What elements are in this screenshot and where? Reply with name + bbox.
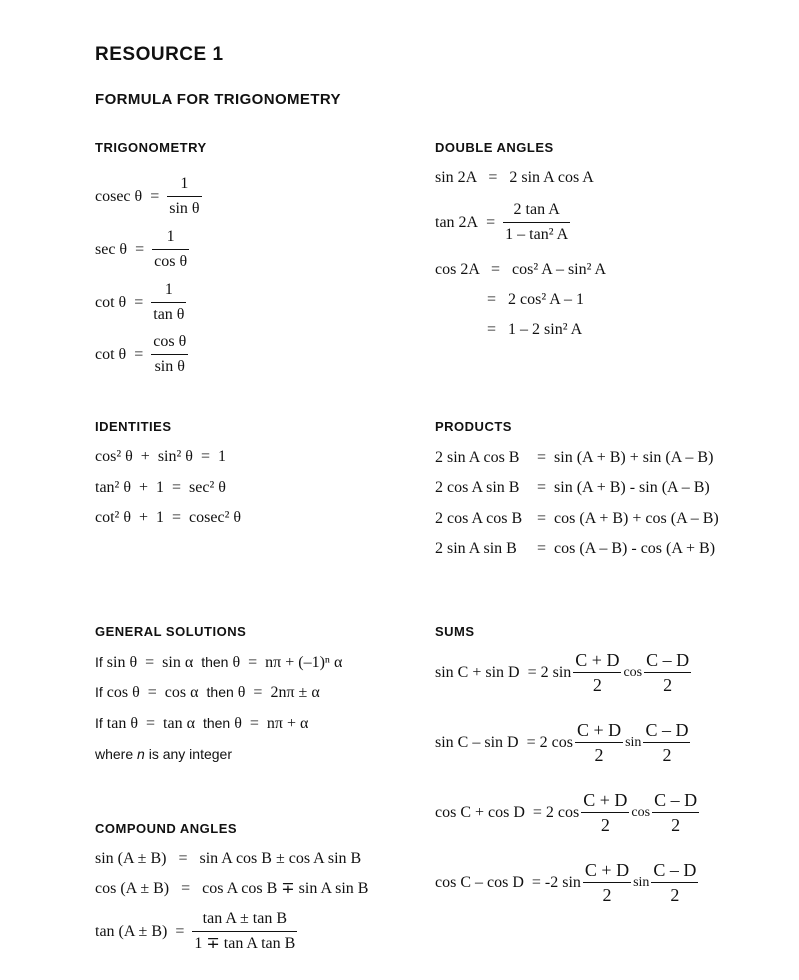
- product-4: [435, 539, 715, 559]
- fraction: [573, 650, 621, 695]
- rhs: cos (A – B) - cos (A + B): [554, 540, 716, 557]
- double-tan2a: [435, 200, 570, 245]
- equals-sign: =: [181, 880, 191, 897]
- fraction: [643, 720, 690, 765]
- product-3: [435, 509, 719, 529]
- fraction-denominator: 2: [600, 815, 610, 835]
- fraction: [581, 790, 629, 835]
- lhs: cos 2A: [435, 261, 479, 278]
- resource-title: RESOURCE 1: [95, 44, 224, 65]
- fraction-denominator: 1 – tan² A: [505, 226, 569, 243]
- lhs: cos (A ± B): [95, 880, 170, 897]
- middle-function: cos: [623, 664, 643, 680]
- lhs: tan 2A: [435, 213, 479, 231]
- fraction-denominator: sin θ: [169, 200, 200, 217]
- fraction: [651, 860, 698, 905]
- sum-formula-3: [435, 790, 699, 835]
- general-solution-sin: [95, 652, 342, 673]
- trig-lhs: cot θ: [95, 345, 127, 363]
- result: θ = nπ + (–1)ⁿ α: [232, 654, 343, 671]
- trig-lhs: cosec θ: [95, 187, 143, 205]
- condition: sin θ = sin α: [106, 654, 194, 671]
- fraction-denominator: 2: [662, 745, 672, 765]
- fraction: [192, 909, 297, 954]
- general-solution-note: [95, 744, 232, 764]
- middle-function: sin: [633, 874, 650, 890]
- trig-formula-cot: [95, 280, 186, 325]
- sum-formula-4: [435, 860, 698, 905]
- equals-sign: =: [135, 240, 145, 258]
- equals-sign: =: [487, 291, 497, 308]
- main-title: FORMULA FOR TRIGONOMETRY: [95, 91, 341, 108]
- if-label: If: [95, 684, 103, 700]
- then-label: then: [202, 715, 231, 731]
- rhs: sin (A + B) - sin (A – B): [554, 479, 710, 496]
- equals-coefficient: = 2 sin: [527, 663, 572, 681]
- result: θ = nπ + α: [234, 715, 309, 732]
- rhs: cos A cos B ∓ sin A sin B: [202, 880, 369, 897]
- fraction-denominator: 2: [592, 675, 602, 695]
- fraction-numerator: 1: [152, 227, 189, 250]
- identity-2: tan² θ + 1 = sec² θ: [95, 479, 226, 496]
- lhs: cos C – cos D: [435, 873, 524, 891]
- if-label: If: [95, 715, 103, 731]
- sum-formula-2: [435, 720, 690, 765]
- fraction-denominator: sin θ: [154, 358, 185, 375]
- equals-sign: =: [491, 261, 501, 278]
- equals-sign: =: [134, 293, 144, 311]
- fraction: [652, 790, 699, 835]
- fraction: [575, 720, 623, 765]
- fraction: [152, 227, 189, 272]
- rhs: cos (A + B) + cos (A – B): [554, 510, 719, 527]
- middle-function: sin: [625, 734, 642, 750]
- lhs: sin (A ± B): [95, 850, 167, 867]
- fraction-denominator: 2: [671, 815, 681, 835]
- trig-formula-sec: [95, 227, 189, 272]
- fraction-numerator: cos θ: [151, 332, 188, 355]
- identity-1: cos² θ + sin² θ = 1: [95, 448, 226, 465]
- lhs: 2 cos A cos B: [435, 510, 523, 527]
- sums-heading: SUMS: [435, 624, 475, 639]
- rhs: 2 sin A cos A: [509, 169, 594, 186]
- condition: tan θ = tan α: [106, 715, 195, 732]
- lhs: sin C – sin D: [435, 733, 519, 751]
- lhs: sin C + sin D: [435, 663, 520, 681]
- equals-coefficient: = 2 cos: [526, 733, 573, 751]
- fraction-numerator: C + D: [575, 720, 623, 743]
- trig-lhs: sec θ: [95, 240, 128, 258]
- fraction: [167, 174, 201, 219]
- double-cos2a: [435, 260, 606, 280]
- equals-sign: =: [134, 345, 144, 363]
- fraction-numerator: C – D: [652, 790, 699, 813]
- fraction-denominator: 2: [594, 745, 604, 765]
- fraction-numerator: C + D: [573, 650, 621, 673]
- if-label: If: [95, 654, 103, 670]
- equals-sign: =: [537, 540, 547, 557]
- rhs: 2 cos² A – 1: [508, 291, 584, 308]
- fraction-numerator: tan A ± tan B: [192, 909, 297, 932]
- compound-sin: [95, 849, 361, 869]
- equals-coefficient: = -2 sin: [531, 873, 581, 891]
- general-solution-tan: [95, 713, 308, 734]
- identities-heading: IDENTITIES: [95, 419, 172, 434]
- fraction-denominator: cos θ: [154, 253, 188, 270]
- compound-tan: [95, 909, 297, 954]
- trigonometry-heading: TRIGONOMETRY: [95, 140, 207, 155]
- equals-sign: =: [537, 479, 547, 496]
- fraction: [503, 200, 570, 245]
- equals-sign: =: [488, 169, 498, 186]
- fraction-denominator: 1 ∓ tan A tan B: [194, 935, 296, 952]
- double-angles-heading: DOUBLE ANGLES: [435, 140, 554, 155]
- rhs: sin (A + B) + sin (A – B): [554, 449, 714, 466]
- equals-sign: =: [178, 850, 188, 867]
- equals-sign: =: [150, 187, 160, 205]
- double-cos2a-alt1: [479, 290, 584, 310]
- fraction: [583, 860, 631, 905]
- lhs: tan (A ± B): [95, 922, 168, 940]
- compound-cos: [95, 879, 368, 899]
- result: θ = 2nπ ± α: [237, 684, 320, 701]
- fraction-numerator: C + D: [581, 790, 629, 813]
- products-heading: PRODUCTS: [435, 419, 512, 434]
- general-solution-cos: [95, 682, 320, 703]
- compound-angles-heading: COMPOUND ANGLES: [95, 821, 238, 836]
- fraction-denominator: 2: [602, 885, 612, 905]
- trig-formula-cot-alt: [95, 332, 188, 377]
- lhs: 2 cos A sin B: [435, 479, 520, 496]
- note-suffix: is any integer: [148, 746, 232, 762]
- then-label: then: [201, 654, 229, 670]
- equals-sign: =: [175, 922, 185, 940]
- fraction-denominator: 2: [670, 885, 680, 905]
- then-label: then: [206, 684, 234, 700]
- fraction-numerator: C + D: [583, 860, 631, 883]
- double-sin2a: [435, 168, 594, 188]
- trig-lhs: cot θ: [95, 293, 127, 311]
- fraction-numerator: 1: [151, 280, 186, 303]
- double-cos2a-alt2: [479, 320, 582, 340]
- fraction: [151, 280, 186, 325]
- note-variable: n: [137, 746, 145, 762]
- equals-sign: =: [537, 510, 547, 527]
- product-1: [435, 448, 713, 468]
- rhs: sin A cos B ± cos A sin B: [199, 850, 362, 867]
- general-solutions-heading: GENERAL SOLUTIONS: [95, 624, 247, 639]
- middle-function: cos: [631, 804, 651, 820]
- fraction-numerator: C – D: [643, 720, 690, 743]
- lhs: sin 2A: [435, 169, 477, 186]
- rhs: cos² A – sin² A: [512, 261, 607, 278]
- fraction: [151, 332, 188, 377]
- fraction-numerator: C – D: [651, 860, 698, 883]
- fraction-numerator: C – D: [644, 650, 691, 673]
- product-2: [435, 478, 710, 498]
- lhs: 2 sin A sin B: [435, 540, 517, 557]
- equals-coefficient: = 2 cos: [532, 803, 580, 821]
- trig-formula-cosec: [95, 174, 202, 219]
- equals-sign: =: [487, 321, 497, 338]
- fraction-denominator: 2: [663, 675, 673, 695]
- fraction-denominator: tan θ: [153, 306, 185, 323]
- lhs: cos C + cos D: [435, 803, 525, 821]
- condition: cos θ = cos α: [106, 684, 199, 701]
- sum-formula-1: [435, 650, 691, 695]
- fraction: [644, 650, 691, 695]
- rhs: 1 – 2 sin² A: [508, 321, 583, 338]
- note-prefix: where: [95, 746, 134, 762]
- lhs: 2 sin A cos B: [435, 449, 520, 466]
- fraction-numerator: 1: [167, 174, 201, 197]
- equals-sign: =: [486, 213, 496, 231]
- identity-3: cot² θ + 1 = cosec² θ: [95, 509, 242, 526]
- fraction-numerator: 2 tan A: [503, 200, 570, 223]
- equals-sign: =: [537, 449, 547, 466]
